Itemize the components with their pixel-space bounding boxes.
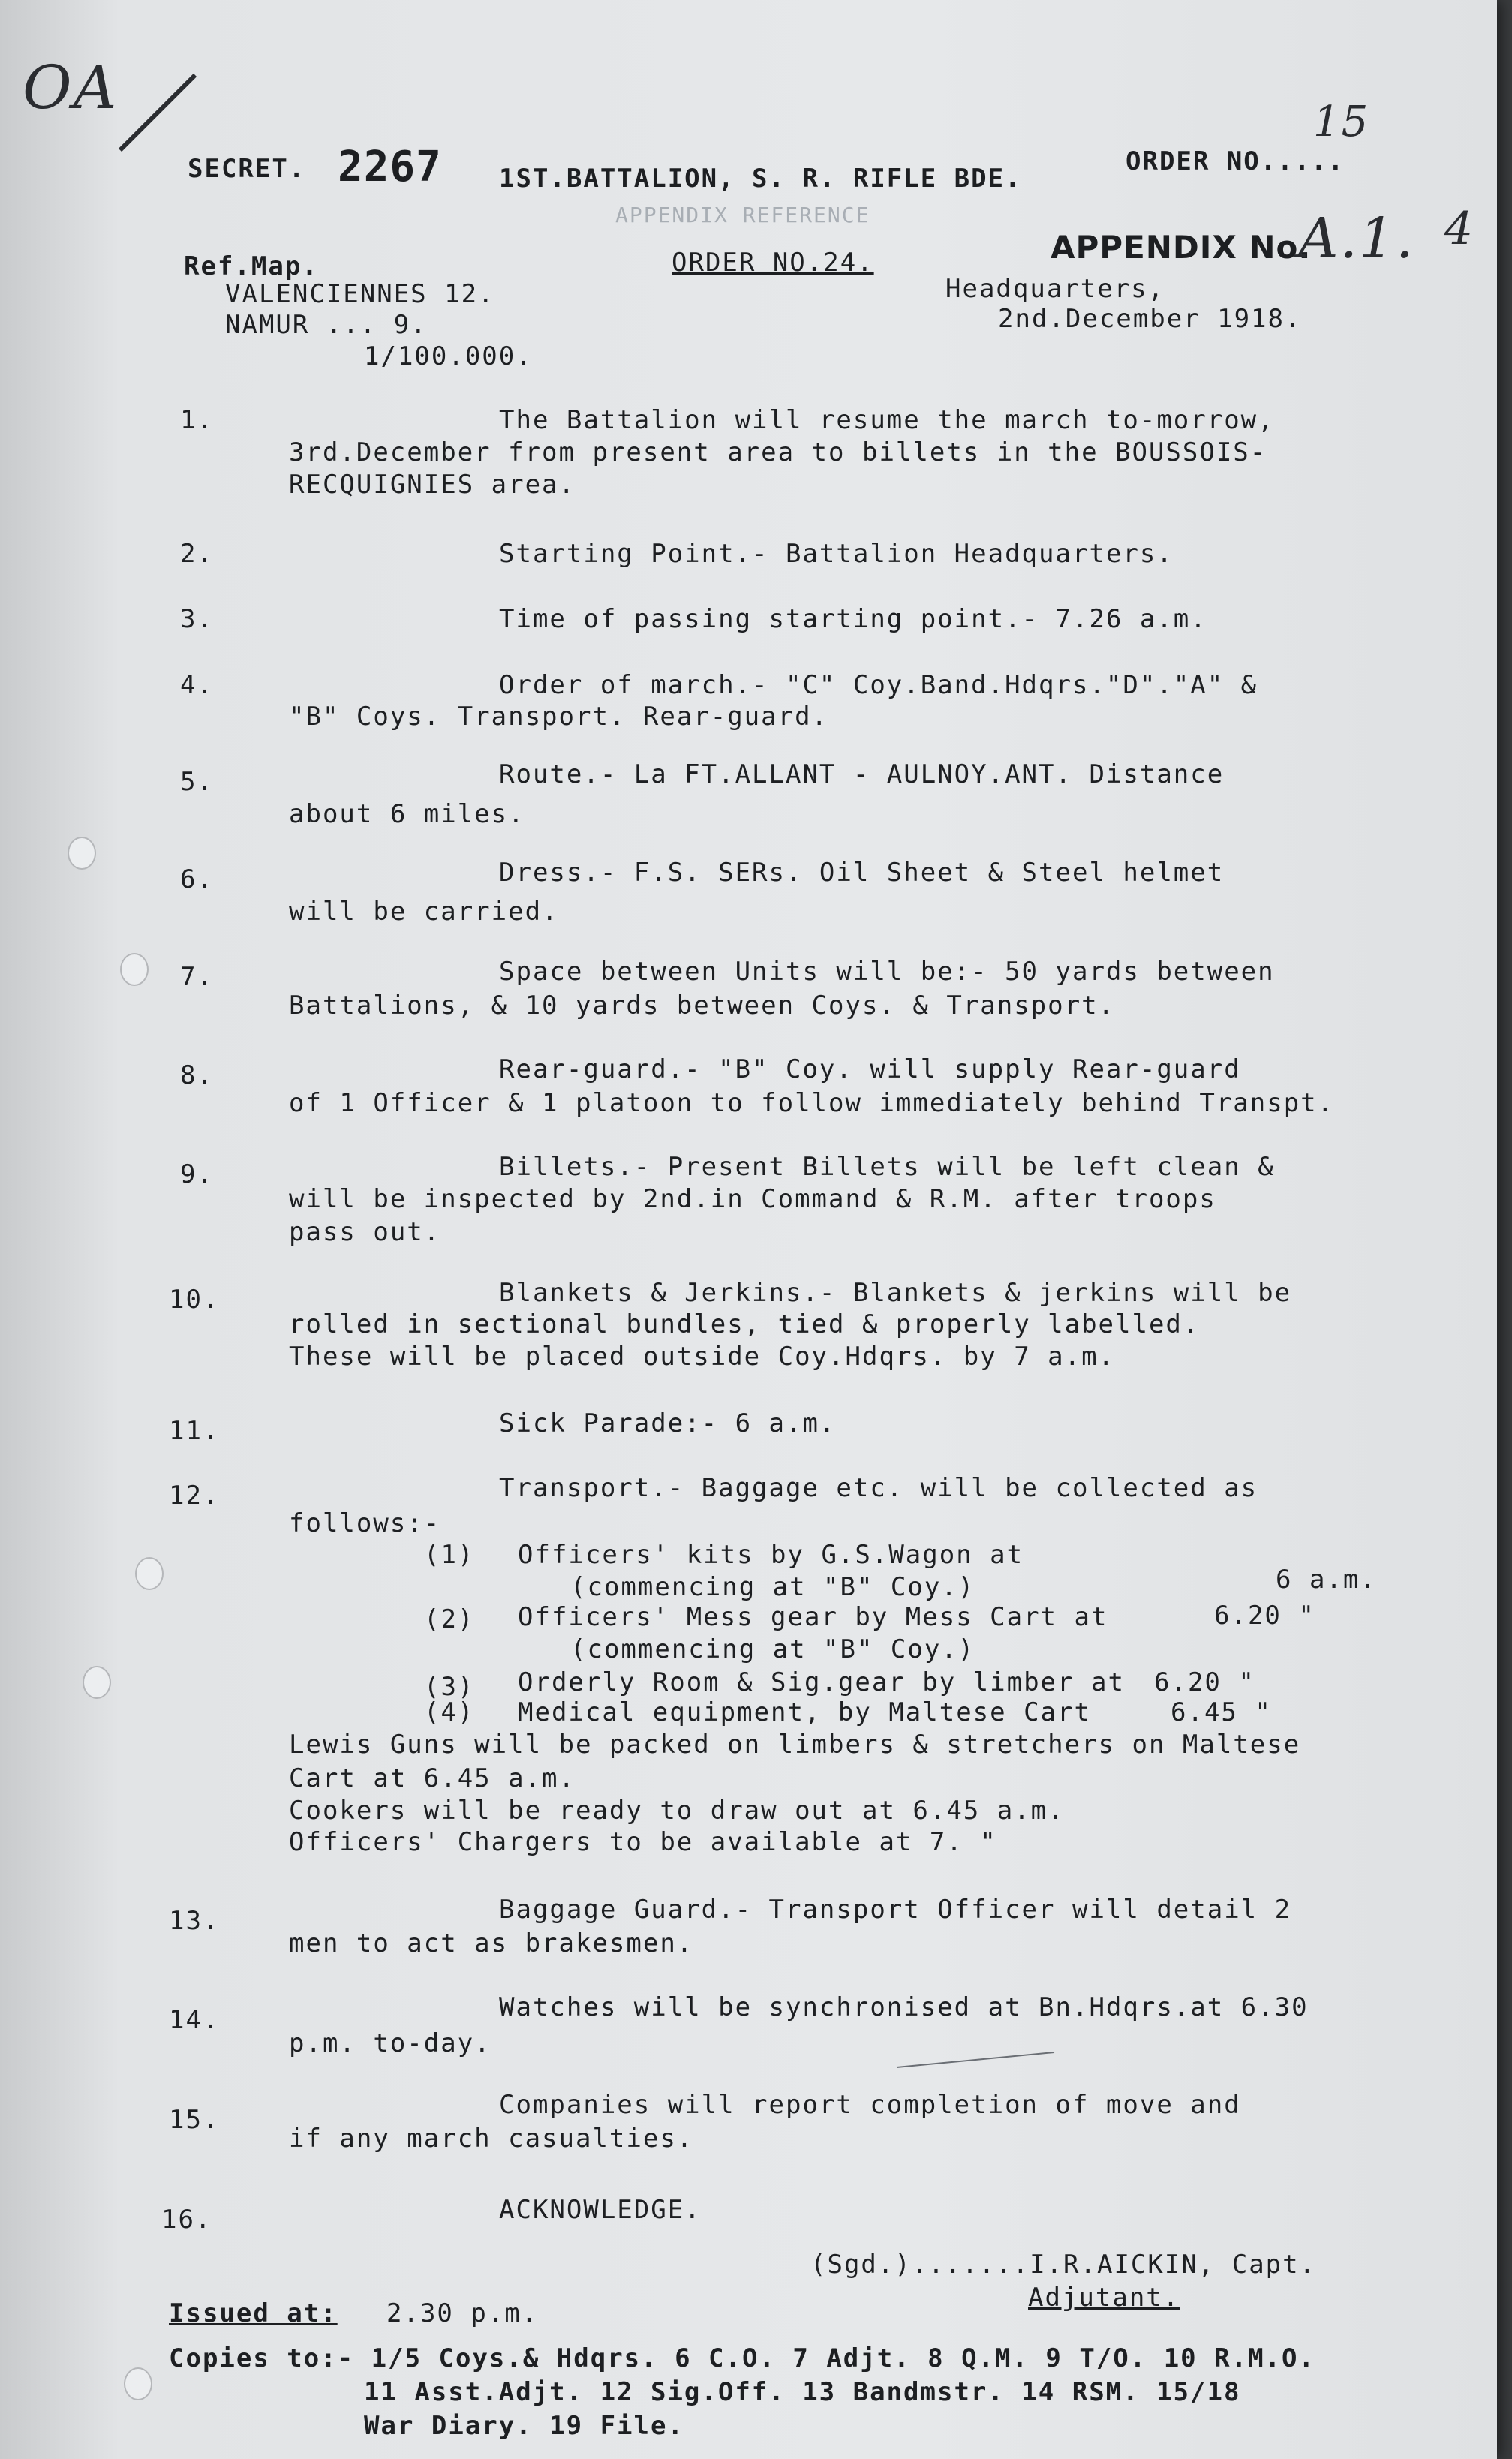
paragraph-line: will be inspected by 2nd.in Command & R.M. after troops — [289, 1184, 1216, 1214]
signature-title: Adjutant. — [1028, 2283, 1180, 2313]
copies-line: War Diary. 19 File. — [364, 2411, 684, 2441]
paragraph-line: Battalions, & 10 yards between Coys. & Transport. — [289, 991, 1116, 1021]
transport-extra-line: Officers' Chargers to be available at 7. " — [289, 1827, 997, 1857]
paragraph-line: Dress.- F.S. SERs. Oil Sheet & Steel helmet — [499, 858, 1225, 888]
transport-item-number: (1) — [424, 1540, 475, 1570]
paragraph-number: 14. — [169, 2005, 220, 2035]
paragraph-number: 7. — [180, 962, 214, 992]
faded-header-text: APPENDIX REFERENCE — [615, 203, 870, 227]
paragraph-line: of 1 Officer & 1 platoon to follow immediately behind Transpt. — [289, 1088, 1335, 1118]
paragraph-number: 10. — [169, 1285, 220, 1315]
transport-item-text: Officers' kits by G.S.Wagon at — [518, 1540, 1024, 1570]
paragraph-line: men to act as brakesmen. — [289, 1928, 694, 1958]
paragraph-line: pass out. — [289, 1217, 441, 1247]
document-number: 2267 — [338, 143, 442, 191]
paragraph-line: Rear-guard.- "B" Coy. will supply Rear-guard — [499, 1054, 1241, 1084]
paragraph-number: 9. — [180, 1159, 214, 1189]
appendix-number: A.1. — [1298, 206, 1415, 271]
order-number: ORDER NO.24. — [672, 248, 874, 278]
paragraph-line: Space between Units will be:- 50 yards between — [499, 957, 1275, 987]
transport-item-time: 6.20 " — [1154, 1667, 1255, 1697]
paragraph-line: Time of passing starting point.- 7.26 a.m. — [499, 604, 1207, 634]
paragraph-line: Order of march.- "C" Coy.Band.Hdqrs."D"."A" & — [499, 670, 1258, 700]
paragraph-number: 8. — [180, 1060, 214, 1090]
paragraph-number: 1. — [180, 405, 214, 435]
paragraph-line: Sick Parade:- 6 a.m. — [499, 1408, 837, 1438]
paragraph-number: 13. — [169, 1906, 220, 1936]
paragraph-number: 4. — [180, 670, 214, 700]
ref-map-valenciennes: VALENCIENNES 12. — [225, 279, 495, 309]
page-number: 4 — [1444, 203, 1475, 255]
punch-hole-icon — [68, 837, 96, 870]
issued-time: 2.30 p.m. — [386, 2298, 539, 2328]
transport-extra-line: Cookers will be ready to draw out at 6.45 a.m. — [289, 1796, 1065, 1826]
paragraph-line: Baggage Guard.- Transport Officer will detail 2 — [499, 1895, 1292, 1925]
paragraph-line: follows:- — [289, 1508, 441, 1538]
paragraph-line: Route.- La FT.ALLANT - AULNOY.ANT. Distance — [499, 759, 1225, 789]
paragraph-number: 5. — [180, 767, 214, 797]
transport-item-text: Medical equipment, by Maltese Cart — [518, 1697, 1091, 1727]
paragraph-number: 2. — [180, 539, 214, 569]
transport-item-number: (4) — [424, 1697, 475, 1727]
transport-item-time: 6.45 " — [1171, 1697, 1272, 1727]
transport-item-sub: (commencing at "B" Coy.) — [570, 1634, 975, 1664]
paragraph-line: Transport.- Baggage etc. will be collected as — [499, 1473, 1258, 1503]
ref-map-namur: NAMUR ... 9. — [225, 310, 428, 340]
transport-extra-line: Lewis Guns will be packed on limbers & stretchers on Maltese — [289, 1730, 1301, 1760]
paragraph-line: rolled in sectional bundles, tied & properly labelled. — [289, 1309, 1200, 1339]
copies-line: 11 Asst.Adjt. 12 Sig.Off. 13 Bandmstr. 14 RSM. 15/18 — [364, 2377, 1241, 2407]
paragraph-line: 3rd.December from present area to billets in the BOUSSOIS- — [289, 437, 1267, 467]
paragraph-line: Watches will be synchronised at Bn.Hdqrs.at 6.30 — [499, 1992, 1309, 2022]
punch-hole-icon — [83, 1666, 111, 1699]
paragraph-line: RECQUIGNIES area. — [289, 470, 576, 500]
document-date: 2nd.December 1918. — [998, 304, 1302, 334]
paragraph-number: 11. — [169, 1416, 220, 1446]
paragraph-line: Blankets & Jerkins.- Blankets & jerkins will be — [499, 1278, 1292, 1308]
paragraph-line: These will be placed outside Coy.Hdqrs. by 7 a.m. — [289, 1342, 1116, 1372]
punch-hole-icon — [124, 2367, 152, 2400]
paragraph-line: p.m. to-day. — [289, 2028, 491, 2058]
appendix-label: APPENDIX No. — [1051, 229, 1312, 266]
ref-map-scale: 1/100.000. — [364, 341, 533, 371]
slash-mark-icon — [113, 68, 203, 158]
headquarters-label: Headquarters, — [945, 274, 1165, 304]
pencil-stroke-icon — [893, 2049, 1058, 2071]
paragraph-line: Companies will report completion of move and — [499, 2090, 1241, 2120]
transport-item-text: Orderly Room & Sig.gear by limber at — [518, 1667, 1125, 1697]
issued-label: Issued at: — [169, 2298, 338, 2328]
paragraph-line: if any march casualties. — [289, 2124, 694, 2154]
punch-hole-icon — [135, 1557, 164, 1590]
transport-extra-line: Cart at 6.45 a.m. — [289, 1763, 576, 1793]
punch-hole-icon — [120, 953, 149, 986]
transport-item-number: (2) — [424, 1604, 475, 1634]
unit-name: 1ST.BATTALION, S. R. RIFLE BDE. — [499, 164, 1022, 194]
paragraph-number: 15. — [169, 2105, 220, 2135]
paragraph-number: 6. — [180, 864, 214, 894]
handwritten-order-ref: 15 — [1313, 98, 1370, 146]
transport-item-time: 6.20 " — [1214, 1601, 1315, 1631]
paragraph-line: "B" Coys. Transport. Rear-guard. — [289, 702, 829, 732]
paragraph-line: Billets.- Present Billets will be left clean & — [499, 1152, 1275, 1182]
transport-item-text: Officers' Mess gear by Mess Cart at — [518, 1602, 1108, 1632]
order-line: ORDER NO..... — [1126, 146, 1345, 176]
paragraph-number: 16. — [161, 2205, 212, 2235]
paragraph-line: The Battalion will resume the march to-morrow, — [499, 405, 1275, 435]
transport-item-time: 6 a.m. — [1276, 1565, 1377, 1595]
transport-item-sub: (commencing at "B" Coy.) — [570, 1572, 975, 1602]
paragraph-line: Starting Point.- Battalion Headquarters. — [499, 539, 1174, 569]
paragraph-number: 3. — [180, 604, 214, 634]
ref-map-label: Ref.Map. — [184, 251, 319, 281]
paragraph-line: about 6 miles. — [289, 799, 525, 829]
signature-line: (Sgd.).......I.R.AICKIN, Capt. — [810, 2250, 1317, 2280]
handwritten-corner-mark: OA — [23, 53, 119, 122]
secret-label: SECRET. — [188, 154, 306, 184]
paragraph-line: ACKNOWLEDGE. — [499, 2195, 702, 2225]
paragraph-number: 12. — [169, 1481, 220, 1511]
paragraph-line: will be carried. — [289, 897, 559, 927]
copies-line: Copies to:- 1/5 Coys.& Hdqrs. 6 C.O. 7 Adjt. 8 Q.M. 9 T/O. 10 R.M.O. — [169, 2343, 1315, 2373]
transport-item-number: (3) — [424, 1672, 475, 1702]
